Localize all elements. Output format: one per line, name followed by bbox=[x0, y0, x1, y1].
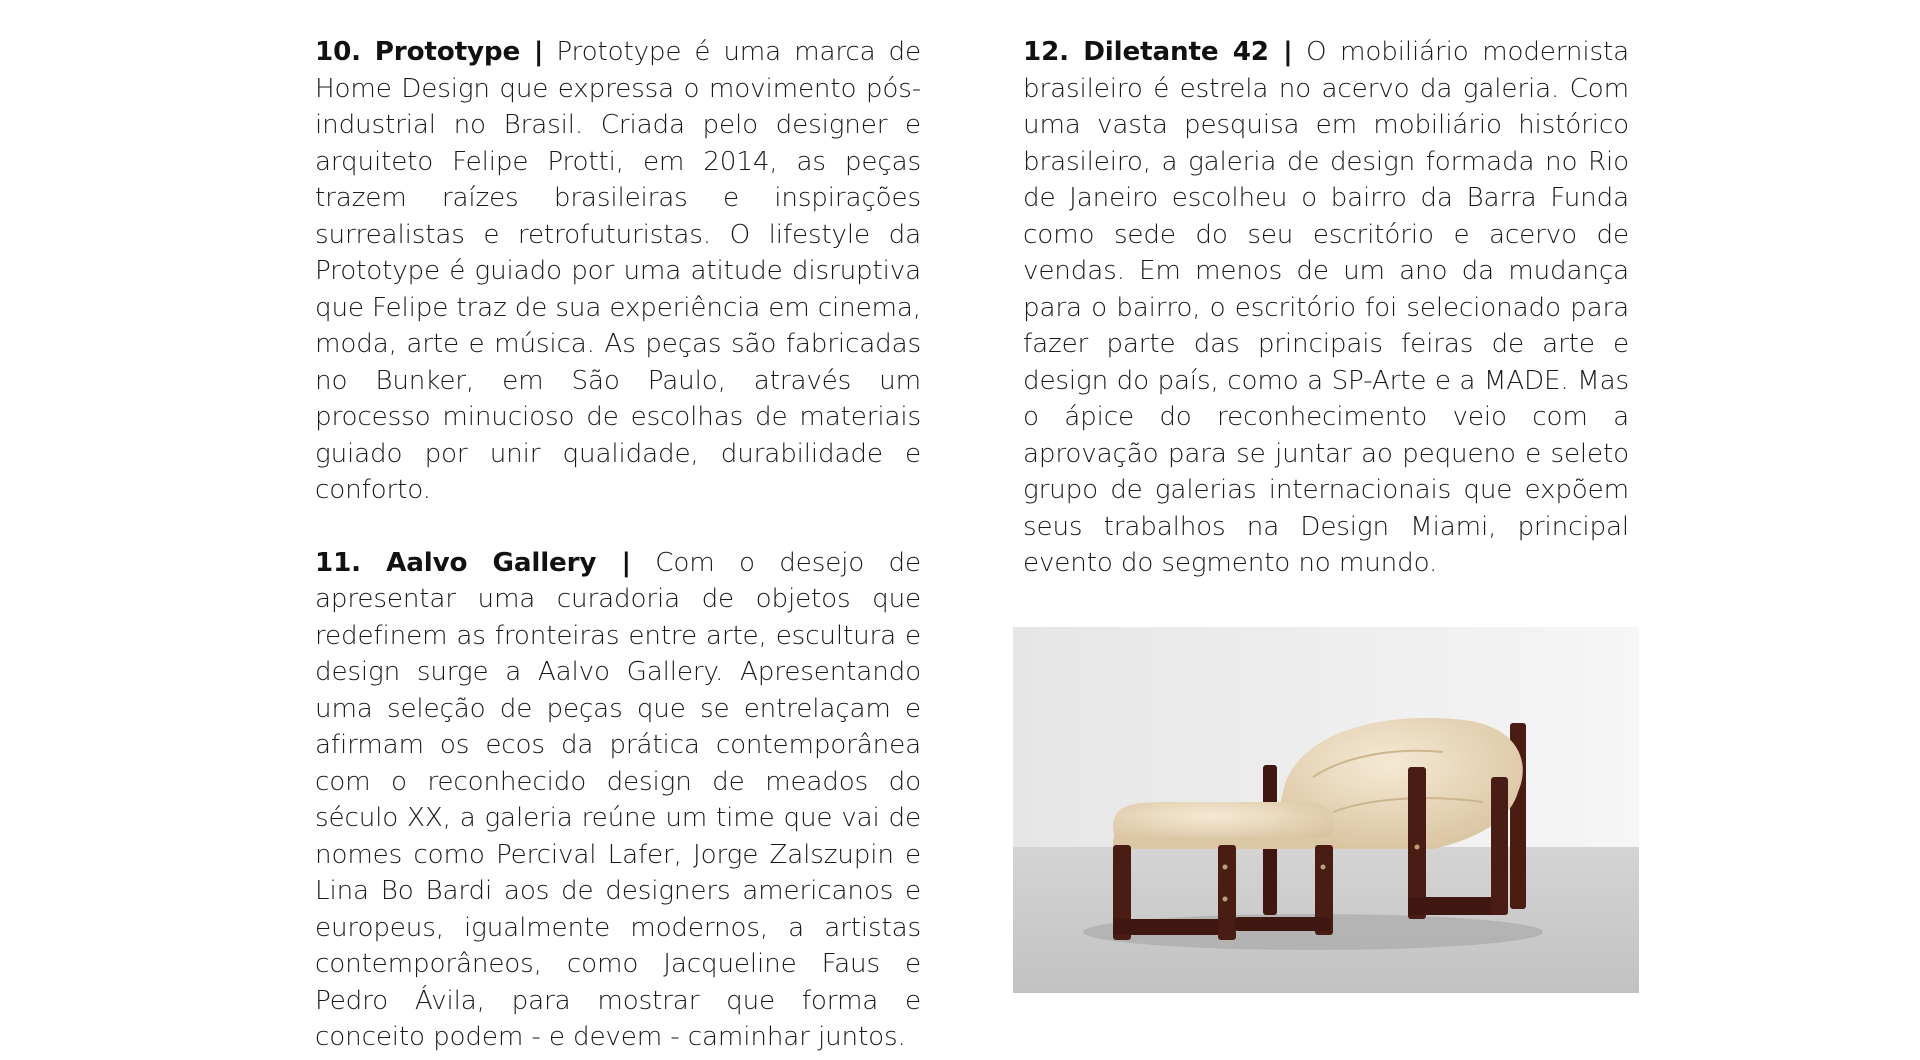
entry-heading: 12. Diletante 42 | bbox=[1023, 37, 1293, 67]
right-column bbox=[1023, 34, 1629, 582]
entry-heading: 11. Aalvo Gallery | bbox=[315, 547, 631, 578]
armchair-ottoman-photo bbox=[1013, 627, 1639, 993]
entry-aalvo-gallery bbox=[315, 545, 921, 1056]
entry-prototype bbox=[315, 34, 921, 509]
entry-diletante-42 bbox=[1023, 34, 1629, 582]
entry-heading: 10. Prototype | bbox=[315, 37, 544, 67]
entry-body: O mobiliário modernista brasileiro é estrela no acervo da galeria. Com uma vasta pesquisa em mobiliário histórico brasileiro, a galeria de design formada no Rio de Janeiro escolheu o bairro da Barra Funda como sede do seu escritório e acervo de vendas. Em menos de um ano da mudança para o bairro, o escritório foi selecionado para fazer parte das principais feiras de arte e design do país, como a SP-Arte e a MADE. Mas o ápice do reconhecimento veio com a aprovação para se juntar ao pequeno e seleto grupo de galerias internacionais que expõem seus trabalhos na Design Miami, principal evento do segmento no mundo. bbox=[1023, 37, 1629, 578]
left-column bbox=[315, 34, 921, 1056]
entry-body: Prototype é uma marca de Home Design que expressa o movimento pós-industrial no Brasil. Criada pelo designer e arquiteto Felipe Protti, em 2014, as peças trazem raízes brasileiras e inspirações surrealistas e retrofuturistas. O lifestyle da Prototype é guiado por uma atitude disruptiva que Felipe traz de sua experiência em cinema, moda, arte e música. As peças são fabricadas no Bunker, em São Paulo, através um processo minucioso de escolhas de materiais guiado por unir qualidade, durabilidade e conforto. bbox=[315, 37, 921, 505]
entry-body: Com o desejo de apresentar uma curadoria de objetos que redefinem as fronteiras entre arte, escultura e design surge a Aalvo Gallery. Apresentando uma seleção de peças que se entrelaçam e afirmam os ecos da prática contemporânea com o reconhecido design de meados do século XX, a galeria reúne um time que vai de nomes como Percival Lafer, Jorge Zalszupin e Lina Bo Bardi aos de designers americanos e europeus, igualmente modernos, a artistas contemporâneos, como Jacqueline Faus e Pedro Ávila, para mostrar que forma e conceito podem - e devem - caminhar juntos. bbox=[315, 547, 921, 1052]
